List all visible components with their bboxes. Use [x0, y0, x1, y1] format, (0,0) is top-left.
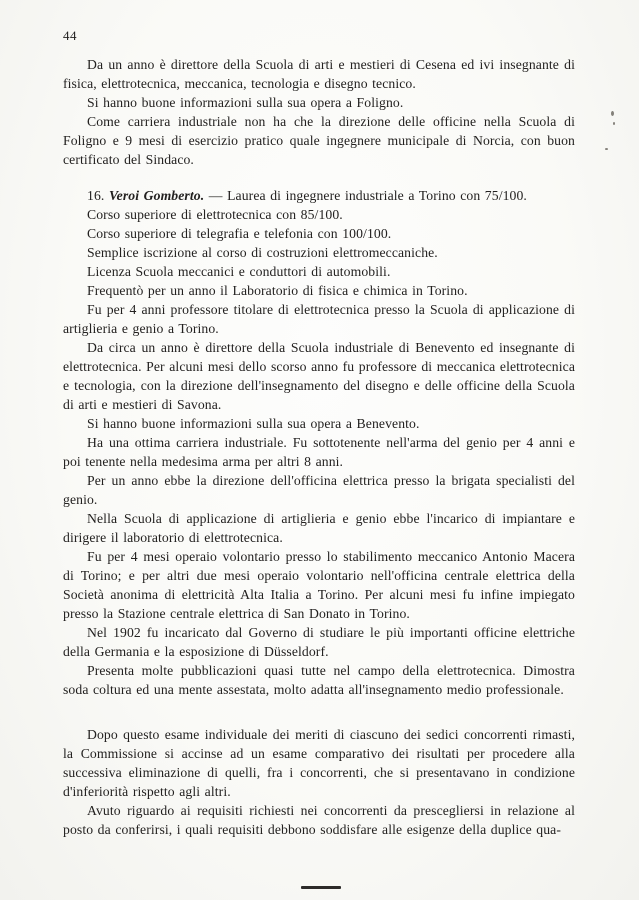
entry-paragraph: Corso superiore di telegrafia e telefonia con 100/100.	[87, 226, 392, 241]
closing-paragraph: Dopo questo esame individuale dei meriti di ciascuno dei sedici concorrenti rimasti, la Commissione si accinse ad un esame comparativo dei risultati per procedere alla successiva eliminazione di quelli, fra i concorrenti, che si presentavano in condizione d'inferiorità rispetto agli altri.	[63, 727, 575, 799]
scan-artifact	[301, 886, 341, 889]
entry-paragraph: Nella Scuola di applicazione di artiglieria e genio ebbe l'incarico di impiantare e dirigere il laboratorio di elettrotecnica.	[63, 511, 575, 545]
entry-paragraph: Ha una ottima carriera industriale. Fu sottotenente nell'arma del genio per 4 anni e poi tenente nella medesima arma per altri 8 anni.	[63, 435, 575, 469]
entry-separator: —	[208, 188, 223, 203]
entry-paragraph: Frequentò per un anno il Laboratorio di fisica e chimica in Torino.	[87, 283, 468, 298]
intro-paragraph: Da un anno è direttore della Scuola di arti e mestieri di Cesena ed ivi insegnante di fisica, elettrotecnica, meccanica, tecnologia e disegno tecnico.	[63, 57, 575, 91]
entry-paragraph: Semplice iscrizione al corso di costruzioni elettromeccaniche.	[87, 245, 438, 260]
entry-lead-text: Laurea di ingegnere industriale a Torino con 75/100.	[227, 188, 527, 203]
entry-paragraph: Si hanno buone informazioni sulla sua opera a Benevento.	[87, 416, 420, 431]
page-number: 44	[63, 28, 77, 43]
entry-name: Veroi Gomberto.	[108, 188, 205, 203]
entry-paragraph: Fu per 4 anni professore titolare di elettrotecnica presso la Scuola di applicazione di artiglieria e genio a Torino.	[63, 302, 575, 336]
scan-speck	[611, 111, 614, 116]
entry-paragraph: Corso superiore di elettrotecnica con 85/100.	[87, 207, 343, 222]
entry-paragraph: Per un anno ebbe la direzione dell'officina elettrica presso la brigata specialisti del genio.	[63, 473, 575, 507]
scan-speck	[605, 148, 608, 150]
entry-paragraph: Da circa un anno è direttore della Scuola industriale di Benevento ed insegnante di elettrotecnica. Per alcuni mesi dello scorso anno fu professore di meccanica elettrotecnica e tecnologia, con la direzione dell'insegnamento del disegno e delle officine della Scuola di arti e mestieri di Savona.	[63, 340, 575, 412]
entry-paragraph: Nel 1902 fu incaricato dal Governo di studiare le più importanti officine elettriche della Germania e la esposizione di Düsseldorf.	[63, 625, 575, 659]
scan-speck	[613, 122, 615, 125]
entry-paragraph: Licenza Scuola meccanici e conduttori di automobili.	[87, 264, 391, 279]
closing-paragraph: Avuto riguardo ai requisiti richiesti nei concorrenti da prescegliersi in relazione al posto da conferirsi, i quali requisiti debbono soddisfare alle esigenze della duplice qua-	[63, 803, 575, 837]
page-body	[63, 55, 575, 839]
intro-paragraph: Si hanno buone informazioni sulla sua opera a Foligno.	[87, 95, 404, 110]
entry-paragraph: Presenta molte pubblicazioni quasi tutte nel campo della elettrotecnica. Dimostra soda coltura ed una mente assestata, molto adatta all'insegnamento medio professionale.	[63, 663, 575, 697]
entry-heading	[63, 186, 575, 205]
entry-number: 16.	[87, 188, 105, 203]
entry-paragraph: Fu per 4 mesi operaio volontario presso lo stabilimento meccanico Antonio Macera di Torino; e per altri due mesi operaio volontario nell'officina centrale elettrica della Società anonima di elettricità Alta Italia a Torino. Per alcuni mesi fu infine impiegato presso la Stazione centrale elettrica di San Donato in Torino.	[63, 549, 575, 621]
intro-paragraph: Come carriera industriale non ha che la direzione delle officine nella Scuola di Foligno e 9 mesi di esercizio pratico quale ingegnere municipale di Norcia, con buon certificato del Sindaco.	[63, 114, 575, 167]
